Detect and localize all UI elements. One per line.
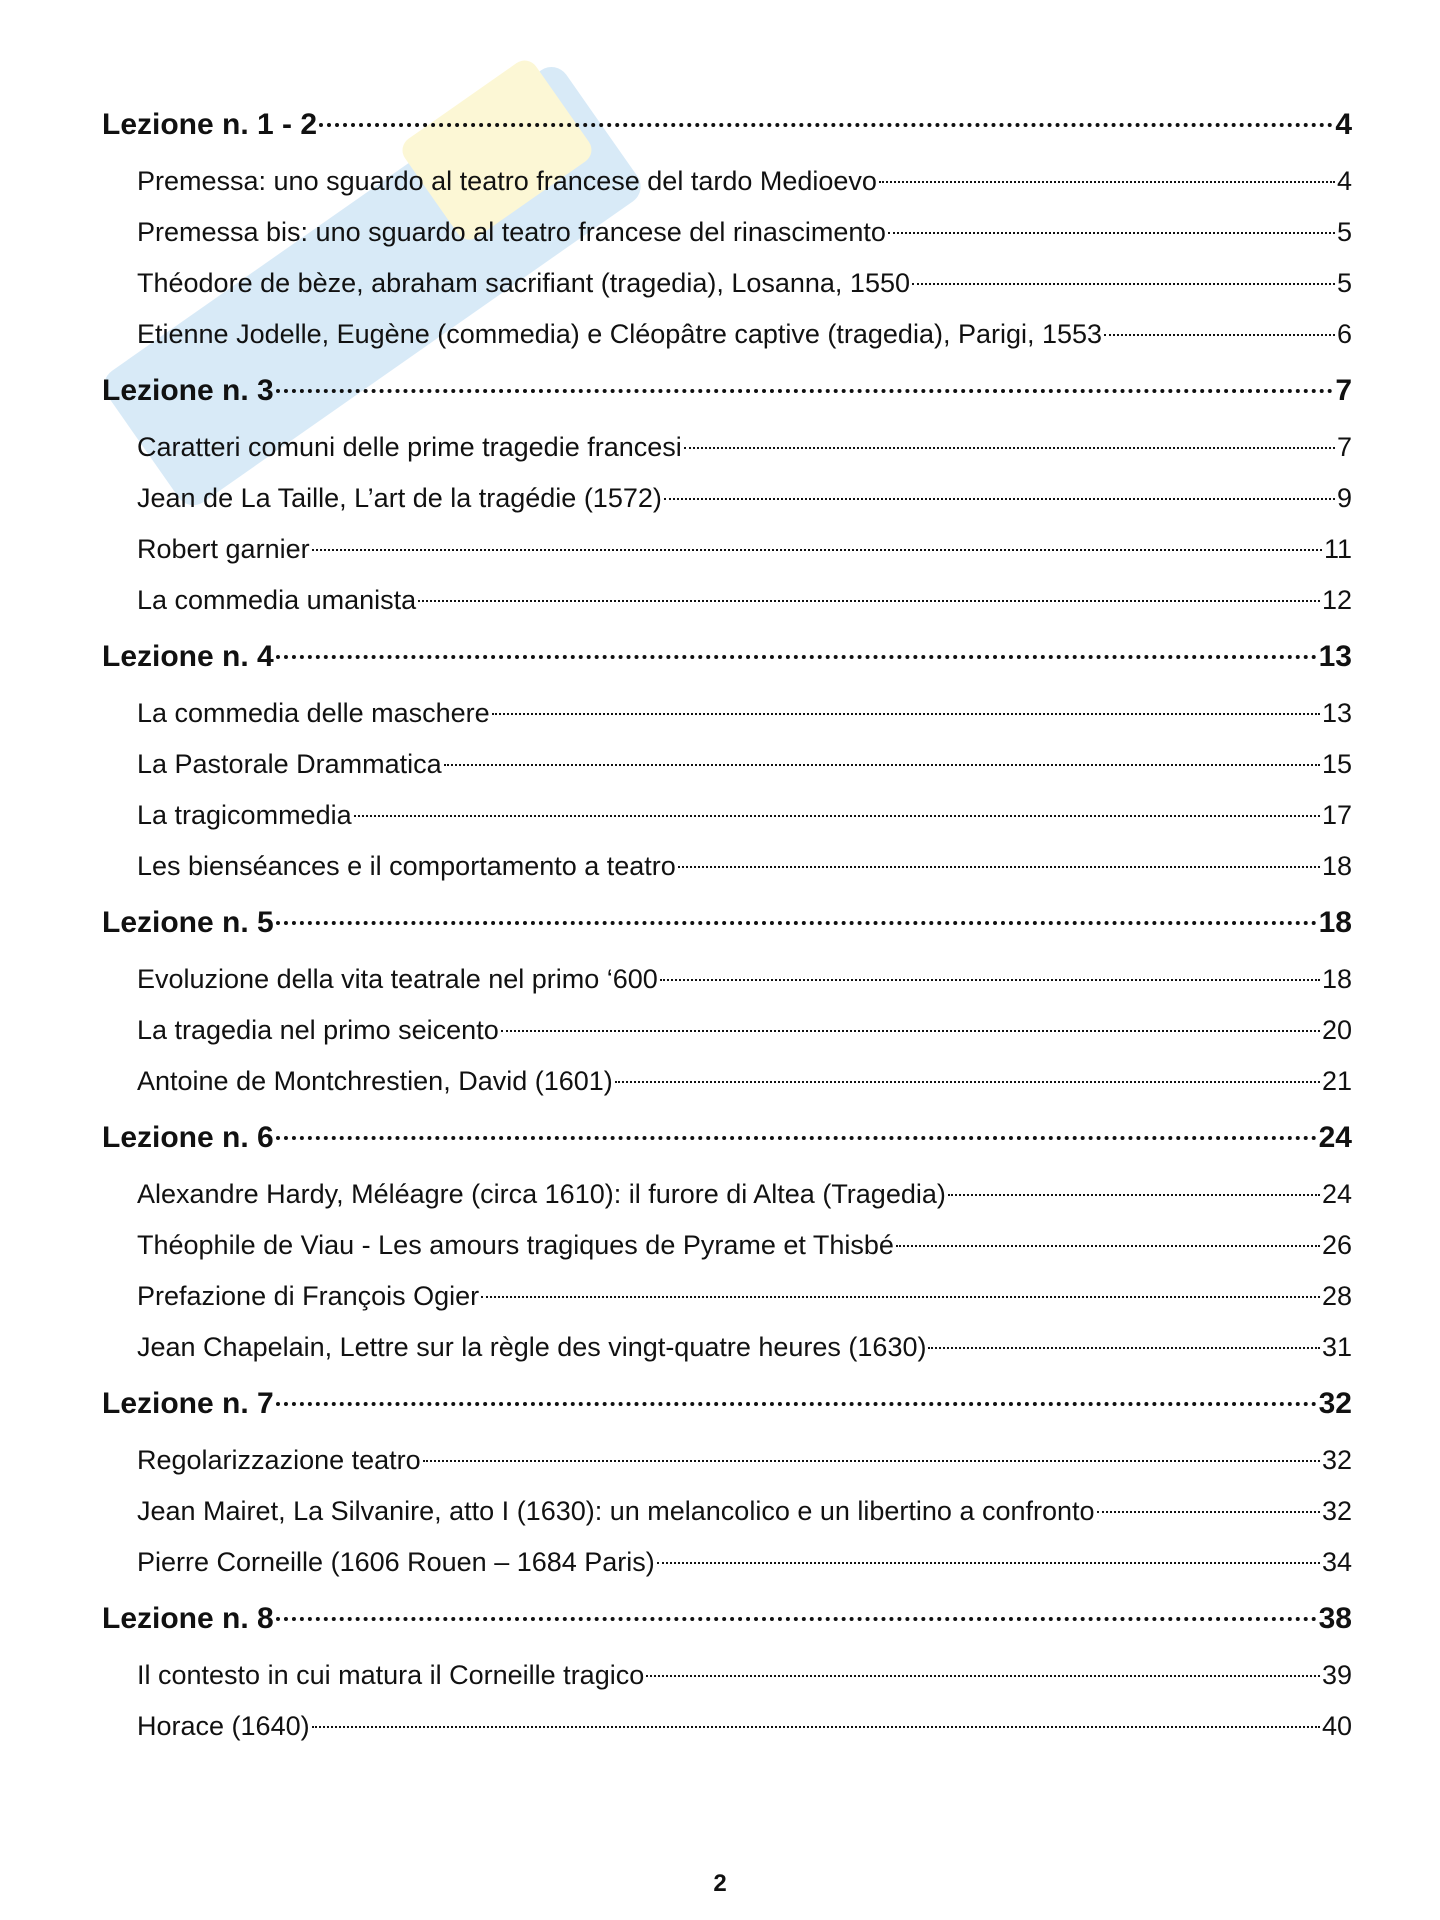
toc-lesson-row[interactable] (102, 374, 1352, 422)
toc-lesson-row[interactable] (102, 1602, 1352, 1650)
dot-leader (888, 232, 1335, 234)
dot-leader (684, 447, 1335, 449)
toc-entry-row[interactable] (102, 585, 1352, 636)
lesson-page-number: 32 (1318, 1387, 1352, 1420)
toc-entry-row[interactable] (102, 432, 1352, 483)
entry-title: Théophile de Viau - Les amours tragiques de Pyrame et Thisbé (137, 1230, 894, 1260)
entry-title: La tragicommedia (137, 800, 352, 830)
entry-title: Alexandre Hardy, Méléagre (circa 1610): il furore di Altea (Tragedia) (137, 1179, 946, 1209)
dot-leader (444, 764, 1320, 766)
dot-leader (492, 713, 1320, 715)
toc-entry-row[interactable] (102, 268, 1352, 319)
entry-page-number: 13 (1321, 698, 1352, 728)
toc-lesson-group (102, 1602, 1352, 1762)
dot-leader (418, 600, 1320, 602)
dot-leader (276, 389, 1334, 393)
toc-entry-row[interactable] (102, 1711, 1352, 1762)
dot-leader (657, 1562, 1320, 1564)
dot-leader (664, 498, 1335, 500)
toc-entry-row[interactable] (102, 1547, 1352, 1598)
dot-leader (276, 655, 1317, 659)
entry-title: Premessa bis: uno sguardo al teatro francese del rinascimento (137, 217, 886, 247)
toc-entry-row[interactable] (102, 800, 1352, 851)
toc-entry-row[interactable] (102, 1230, 1352, 1281)
entry-page-number: 18 (1321, 964, 1352, 994)
dot-leader (912, 283, 1335, 285)
dot-leader (660, 979, 1320, 981)
toc-entry-row[interactable] (102, 217, 1352, 268)
toc-entry-row[interactable] (102, 964, 1352, 1015)
lesson-title: Lezione n. 7 (102, 1387, 274, 1420)
dot-leader (276, 1402, 1317, 1406)
dot-leader (319, 123, 1333, 127)
entry-page-number: 7 (1336, 432, 1352, 462)
entry-title: La Pastorale Drammatica (137, 749, 442, 779)
dot-leader (646, 1675, 1320, 1677)
entry-page-number: 32 (1321, 1445, 1352, 1475)
dot-leader (928, 1347, 1319, 1349)
dot-leader (423, 1460, 1320, 1462)
toc-entry-row[interactable] (102, 1281, 1352, 1332)
entry-page-number: 21 (1321, 1066, 1352, 1096)
toc-entry-row[interactable] (102, 1015, 1352, 1066)
dot-leader (354, 815, 1320, 817)
lesson-title: Lezione n. 4 (102, 640, 274, 673)
lesson-title: Lezione n. 3 (102, 374, 274, 407)
toc-lesson-row[interactable] (102, 906, 1352, 954)
lesson-title: Lezione n. 8 (102, 1602, 274, 1635)
toc-lesson-row[interactable] (102, 1121, 1352, 1169)
lesson-page-number: 7 (1335, 374, 1352, 407)
entry-page-number: 9 (1336, 483, 1352, 513)
entry-page-number: 26 (1321, 1230, 1352, 1260)
entry-page-number: 4 (1336, 166, 1352, 196)
entry-page-number: 32 (1321, 1496, 1352, 1526)
toc-entry-row[interactable] (102, 749, 1352, 800)
entry-page-number: 39 (1321, 1660, 1352, 1690)
entry-title: La tragedia nel primo seicento (137, 1015, 499, 1045)
dot-leader (678, 866, 1320, 868)
dot-leader (1104, 334, 1335, 336)
dot-leader (276, 1136, 1317, 1140)
toc-entry-row[interactable] (102, 1332, 1352, 1383)
dot-leader (481, 1296, 1320, 1298)
dot-leader (896, 1245, 1320, 1247)
toc-lesson-row[interactable] (102, 1387, 1352, 1435)
toc-lesson-group (102, 374, 1352, 636)
entry-page-number: 6 (1336, 319, 1352, 349)
toc-entry-row[interactable] (102, 1660, 1352, 1711)
entry-title: Antoine de Montchrestien, David (1601) (137, 1066, 613, 1096)
toc-entry-row[interactable] (102, 319, 1352, 370)
toc-entry-row[interactable] (102, 1496, 1352, 1547)
toc-entry-row[interactable] (102, 851, 1352, 902)
dot-leader (276, 921, 1317, 925)
entry-page-number: 15 (1321, 749, 1352, 779)
toc-lesson-group (102, 1121, 1352, 1383)
toc-entry-row[interactable] (102, 1179, 1352, 1230)
lesson-page-number: 38 (1318, 1602, 1352, 1635)
entry-page-number: 17 (1321, 800, 1352, 830)
entry-page-number: 18 (1321, 851, 1352, 881)
table-of-contents (102, 104, 1352, 1766)
lesson-page-number: 4 (1335, 108, 1352, 141)
entry-page-number: 20 (1321, 1015, 1352, 1045)
entry-title: Evoluzione della vita teatrale nel primo ‘600 (137, 964, 658, 994)
toc-entry-row[interactable] (102, 1445, 1352, 1496)
entry-title: Regolarizzazione teatro (137, 1445, 421, 1475)
toc-lesson-row[interactable] (102, 640, 1352, 688)
entry-title: Caratteri comuni delle prime tragedie francesi (137, 432, 682, 462)
entry-title: Jean Mairet, La Silvanire, atto I (1630): un melancolico e un libertino a confronto (137, 1496, 1095, 1526)
entry-page-number: 34 (1321, 1547, 1352, 1577)
entry-title: La commedia umanista (137, 585, 417, 615)
lesson-title: Lezione n. 6 (102, 1121, 274, 1154)
entry-title: Etienne Jodelle, Eugène (commedia) e Cléopâtre captive (tragedia), Parigi, 1553 (137, 319, 1103, 349)
toc-entry-row[interactable] (102, 1066, 1352, 1117)
lesson-page-number: 13 (1318, 640, 1352, 673)
entry-page-number: 40 (1321, 1711, 1352, 1741)
entry-title: Pierre Corneille (1606 Rouen – 1684 Paris) (137, 1547, 655, 1577)
entry-title: Horace (1640) (137, 1711, 310, 1741)
toc-lesson-row[interactable] (102, 108, 1352, 156)
toc-lesson-group (102, 906, 1352, 1117)
lesson-page-number: 24 (1318, 1121, 1352, 1154)
entry-title: La commedia delle maschere (137, 698, 490, 728)
entry-page-number: 5 (1336, 217, 1352, 247)
toc-entry-row[interactable] (102, 166, 1352, 217)
dot-leader (501, 1030, 1320, 1032)
entry-title: Jean de La Taille, L’art de la tragédie (1572) (137, 483, 662, 513)
entry-page-number: 5 (1336, 268, 1352, 298)
lesson-title: Lezione n. 5 (102, 906, 274, 939)
dot-leader (879, 181, 1335, 183)
dot-leader (276, 1617, 1317, 1621)
toc-lesson-group (102, 108, 1352, 370)
lesson-title: Lezione n. 1 - 2 (102, 108, 318, 141)
dot-leader (948, 1194, 1320, 1196)
toc-lesson-group (102, 1387, 1352, 1598)
entry-page-number: 11 (1323, 534, 1352, 564)
entry-page-number: 12 (1321, 585, 1352, 615)
entry-title: Robert garnier (137, 534, 310, 564)
entry-page-number: 31 (1321, 1332, 1352, 1362)
lesson-page-number: 18 (1318, 906, 1352, 939)
entry-title: Jean Chapelain, Lettre sur la règle des vingt-quatre heures (1630) (137, 1332, 927, 1362)
entry-title: Premessa: uno sguardo al teatro francese del tardo Medioevo (137, 166, 877, 196)
page-number: 2 (713, 1870, 727, 1897)
dot-leader (1097, 1511, 1320, 1513)
toc-entry-row[interactable] (102, 698, 1352, 749)
entry-page-number: 28 (1321, 1281, 1352, 1311)
dot-leader (312, 1726, 1320, 1728)
entry-title: Les bienséances e il comportamento a teatro (137, 851, 676, 881)
toc-entry-row[interactable] (102, 534, 1352, 585)
dot-leader (615, 1081, 1320, 1083)
toc-entry-row[interactable] (102, 483, 1352, 534)
entry-page-number: 24 (1321, 1179, 1352, 1209)
entry-title: Il contesto in cui matura il Corneille tragico (137, 1660, 645, 1690)
dot-leader (312, 549, 1322, 551)
entry-title: Théodore de bèze, abraham sacrifiant (tragedia), Losanna, 1550 (137, 268, 910, 298)
entry-title: Prefazione di François Ogier (137, 1281, 480, 1311)
toc-lesson-group (102, 640, 1352, 902)
